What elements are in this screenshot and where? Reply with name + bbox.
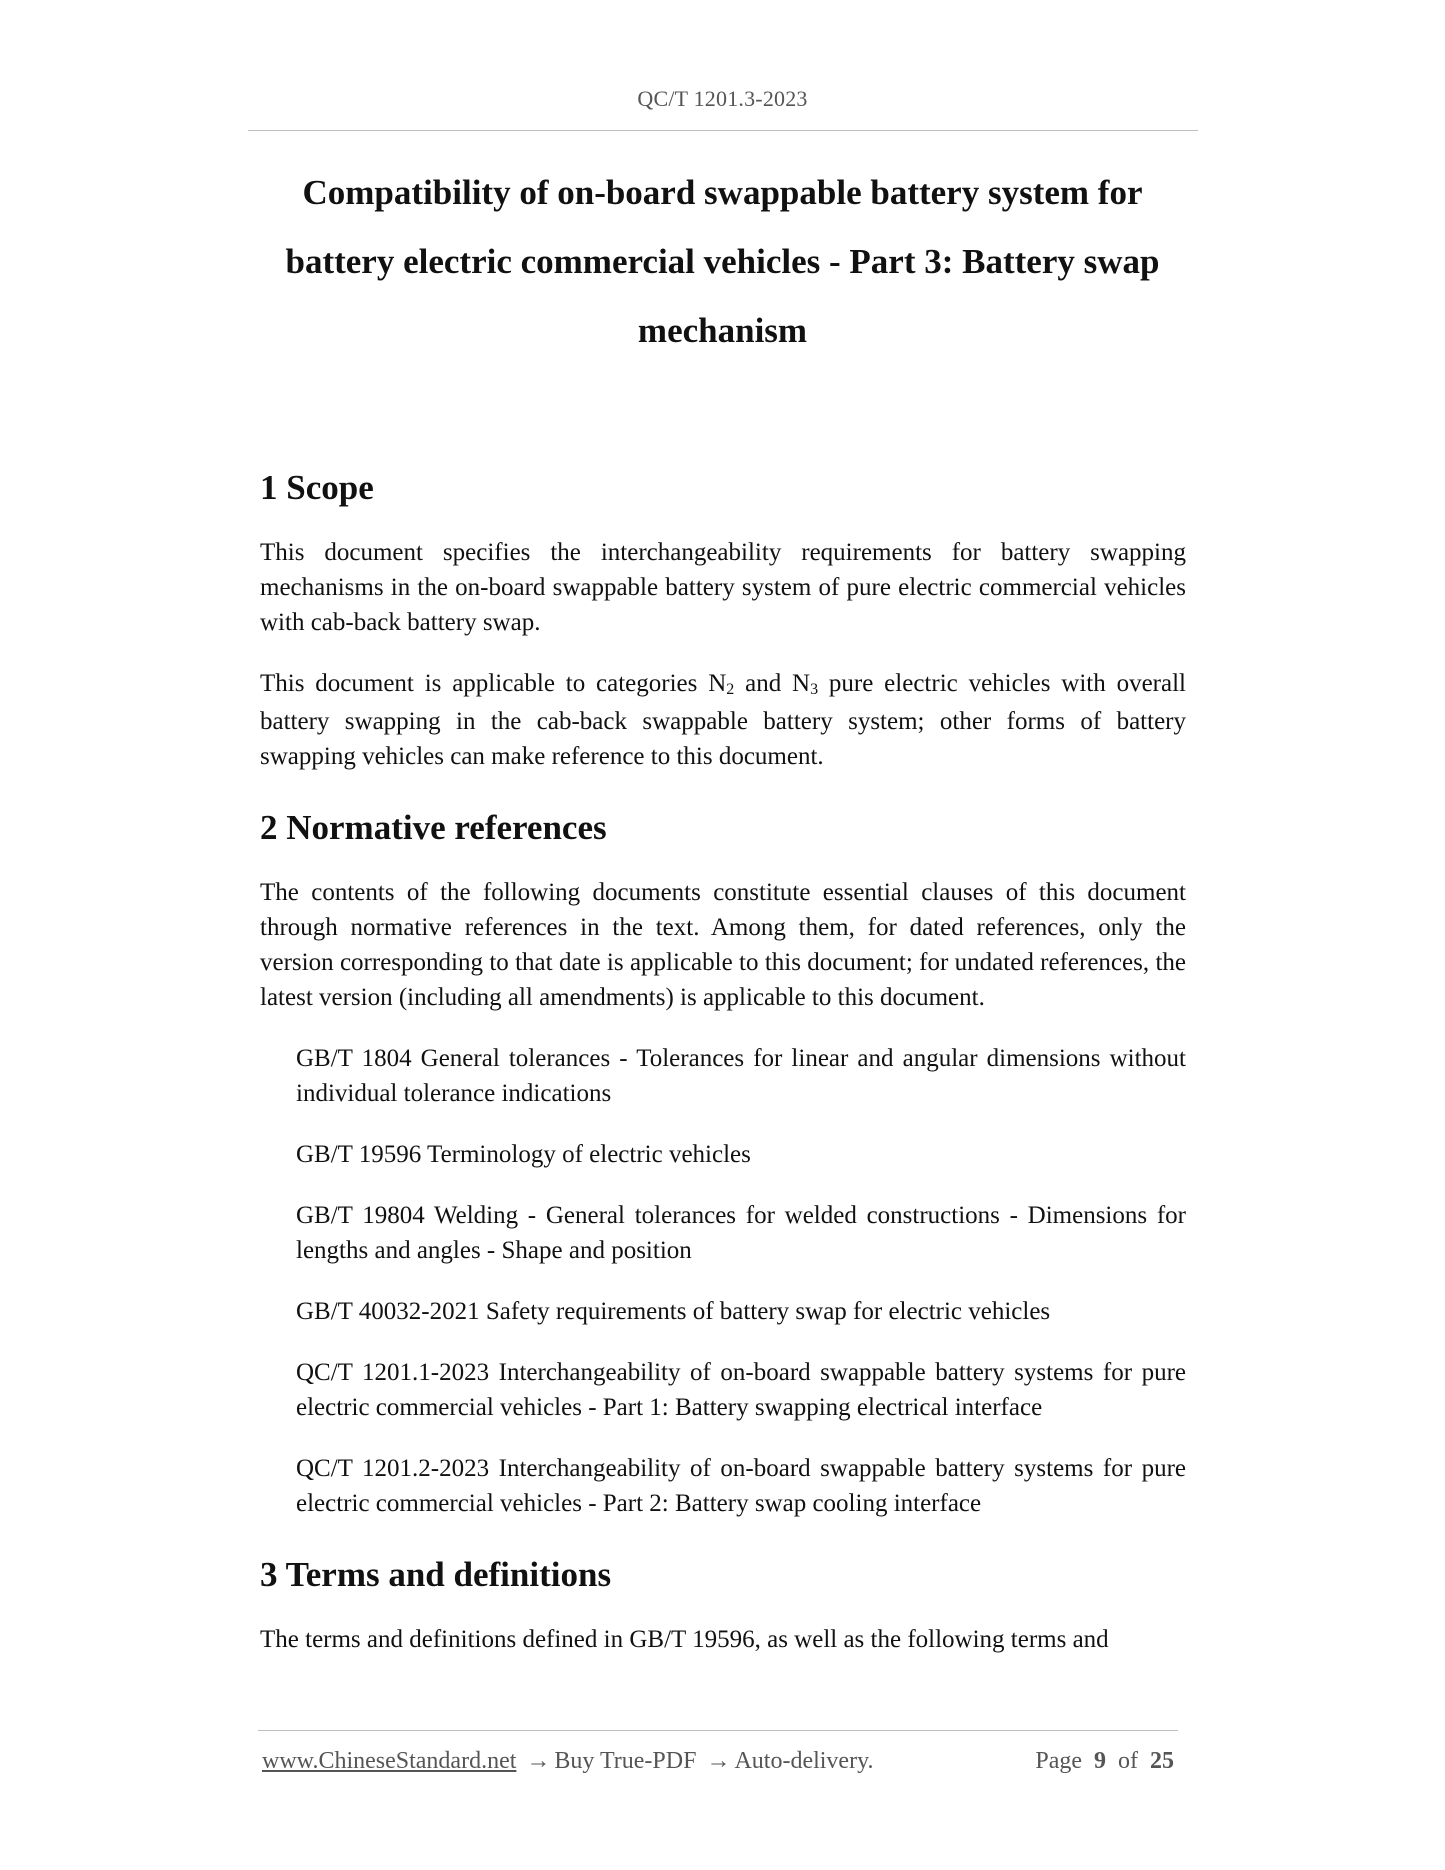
reference-qct-1201-2: QC/T 1201.2-2023 Interchangeability of on-board swappable battery systems for pure electric commercial vehicles - Part 2: Battery swap cooling interface bbox=[296, 1455, 1186, 1517]
total-pages-number: 25 bbox=[1150, 1748, 1174, 1774]
page-header-standard-code: QC/T 1201.3-2023 bbox=[637, 86, 808, 111]
scope-p2-text-a: This document is applicable to categories N bbox=[260, 670, 727, 697]
subscript-3: 3 bbox=[810, 681, 819, 698]
footer-divider bbox=[258, 1730, 1178, 1731]
section-heading-scope: 1 Scope bbox=[260, 468, 374, 507]
site-link[interactable]: www.ChineseStandard.net bbox=[262, 1748, 517, 1774]
arrow-right-icon: → bbox=[526, 1748, 551, 1774]
scope-paragraph-1: This document specifies the interchangeability requirements for battery swapping mechanisms in the on-board swappable battery system of pure electric commercial vehicles with cab-back battery swap. bbox=[260, 539, 1186, 636]
scope-p2-text-c: pure electric vehicles with overall battery swapping in the cab-back swappable battery system; other forms of battery swapping vehicles can make reference to this document. bbox=[260, 670, 1186, 770]
page-footer bbox=[262, 1748, 1180, 1780]
page-number-indicator bbox=[1035, 1748, 1174, 1775]
normative-reference-list bbox=[260, 1041, 1186, 1521]
document-title: Compatibility of on-board swappable battery system for battery electric commercial vehicles - Part 3: Battery swap mechanism bbox=[285, 173, 1160, 350]
page-label: Page bbox=[1035, 1748, 1082, 1774]
arrow-right-icon: → bbox=[706, 1748, 731, 1774]
footer-promo bbox=[262, 1748, 874, 1775]
document-body bbox=[260, 462, 1186, 1657]
normative-intro-paragraph: The contents of the following documents constitute essential clauses of this document through normative references in the text. Among them, for dated references, only the version corresponding to that date is applicable to this document; for undated references, the latest version (including all amendments) is applicable to this document. bbox=[260, 879, 1186, 1011]
of-label: of bbox=[1118, 1748, 1138, 1774]
header-divider bbox=[248, 130, 1198, 131]
section-heading-terms-definitions: 3 Terms and definitions bbox=[260, 1555, 612, 1594]
subscript-2: 2 bbox=[726, 681, 735, 698]
reference-gbt-1804: GB/T 1804 General tolerances - Tolerances for linear and angular dimensions without individual tolerance indications bbox=[296, 1045, 1186, 1107]
reference-qct-1201-1: QC/T 1201.1-2023 Interchangeability of on-board swappable battery systems for pure electric commercial vehicles - Part 1: Battery swapping electrical interface bbox=[296, 1359, 1186, 1421]
section-heading-normative-references: 2 Normative references bbox=[260, 808, 607, 847]
scope-p2-text-b: and N bbox=[734, 670, 811, 697]
reference-gbt-19596: GB/T 19596 Terminology of electric vehicles bbox=[296, 1141, 751, 1168]
reference-gbt-40032: GB/T 40032-2021 Safety requirements of battery swap for electric vehicles bbox=[296, 1298, 1051, 1325]
auto-delivery-text: Auto-delivery. bbox=[734, 1748, 874, 1774]
current-page-number: 9 bbox=[1094, 1748, 1106, 1774]
scope-paragraph-2 bbox=[260, 666, 1186, 774]
terms-intro-paragraph: The terms and definitions defined in GB/T 19596, as well as the following terms and bbox=[260, 1626, 1109, 1653]
reference-gbt-19804: GB/T 19804 Welding - General tolerances for welded constructions - Dimensions for lengths and angles - Shape and position bbox=[296, 1202, 1186, 1264]
buy-true-pdf-text: Buy True-PDF bbox=[554, 1748, 697, 1774]
